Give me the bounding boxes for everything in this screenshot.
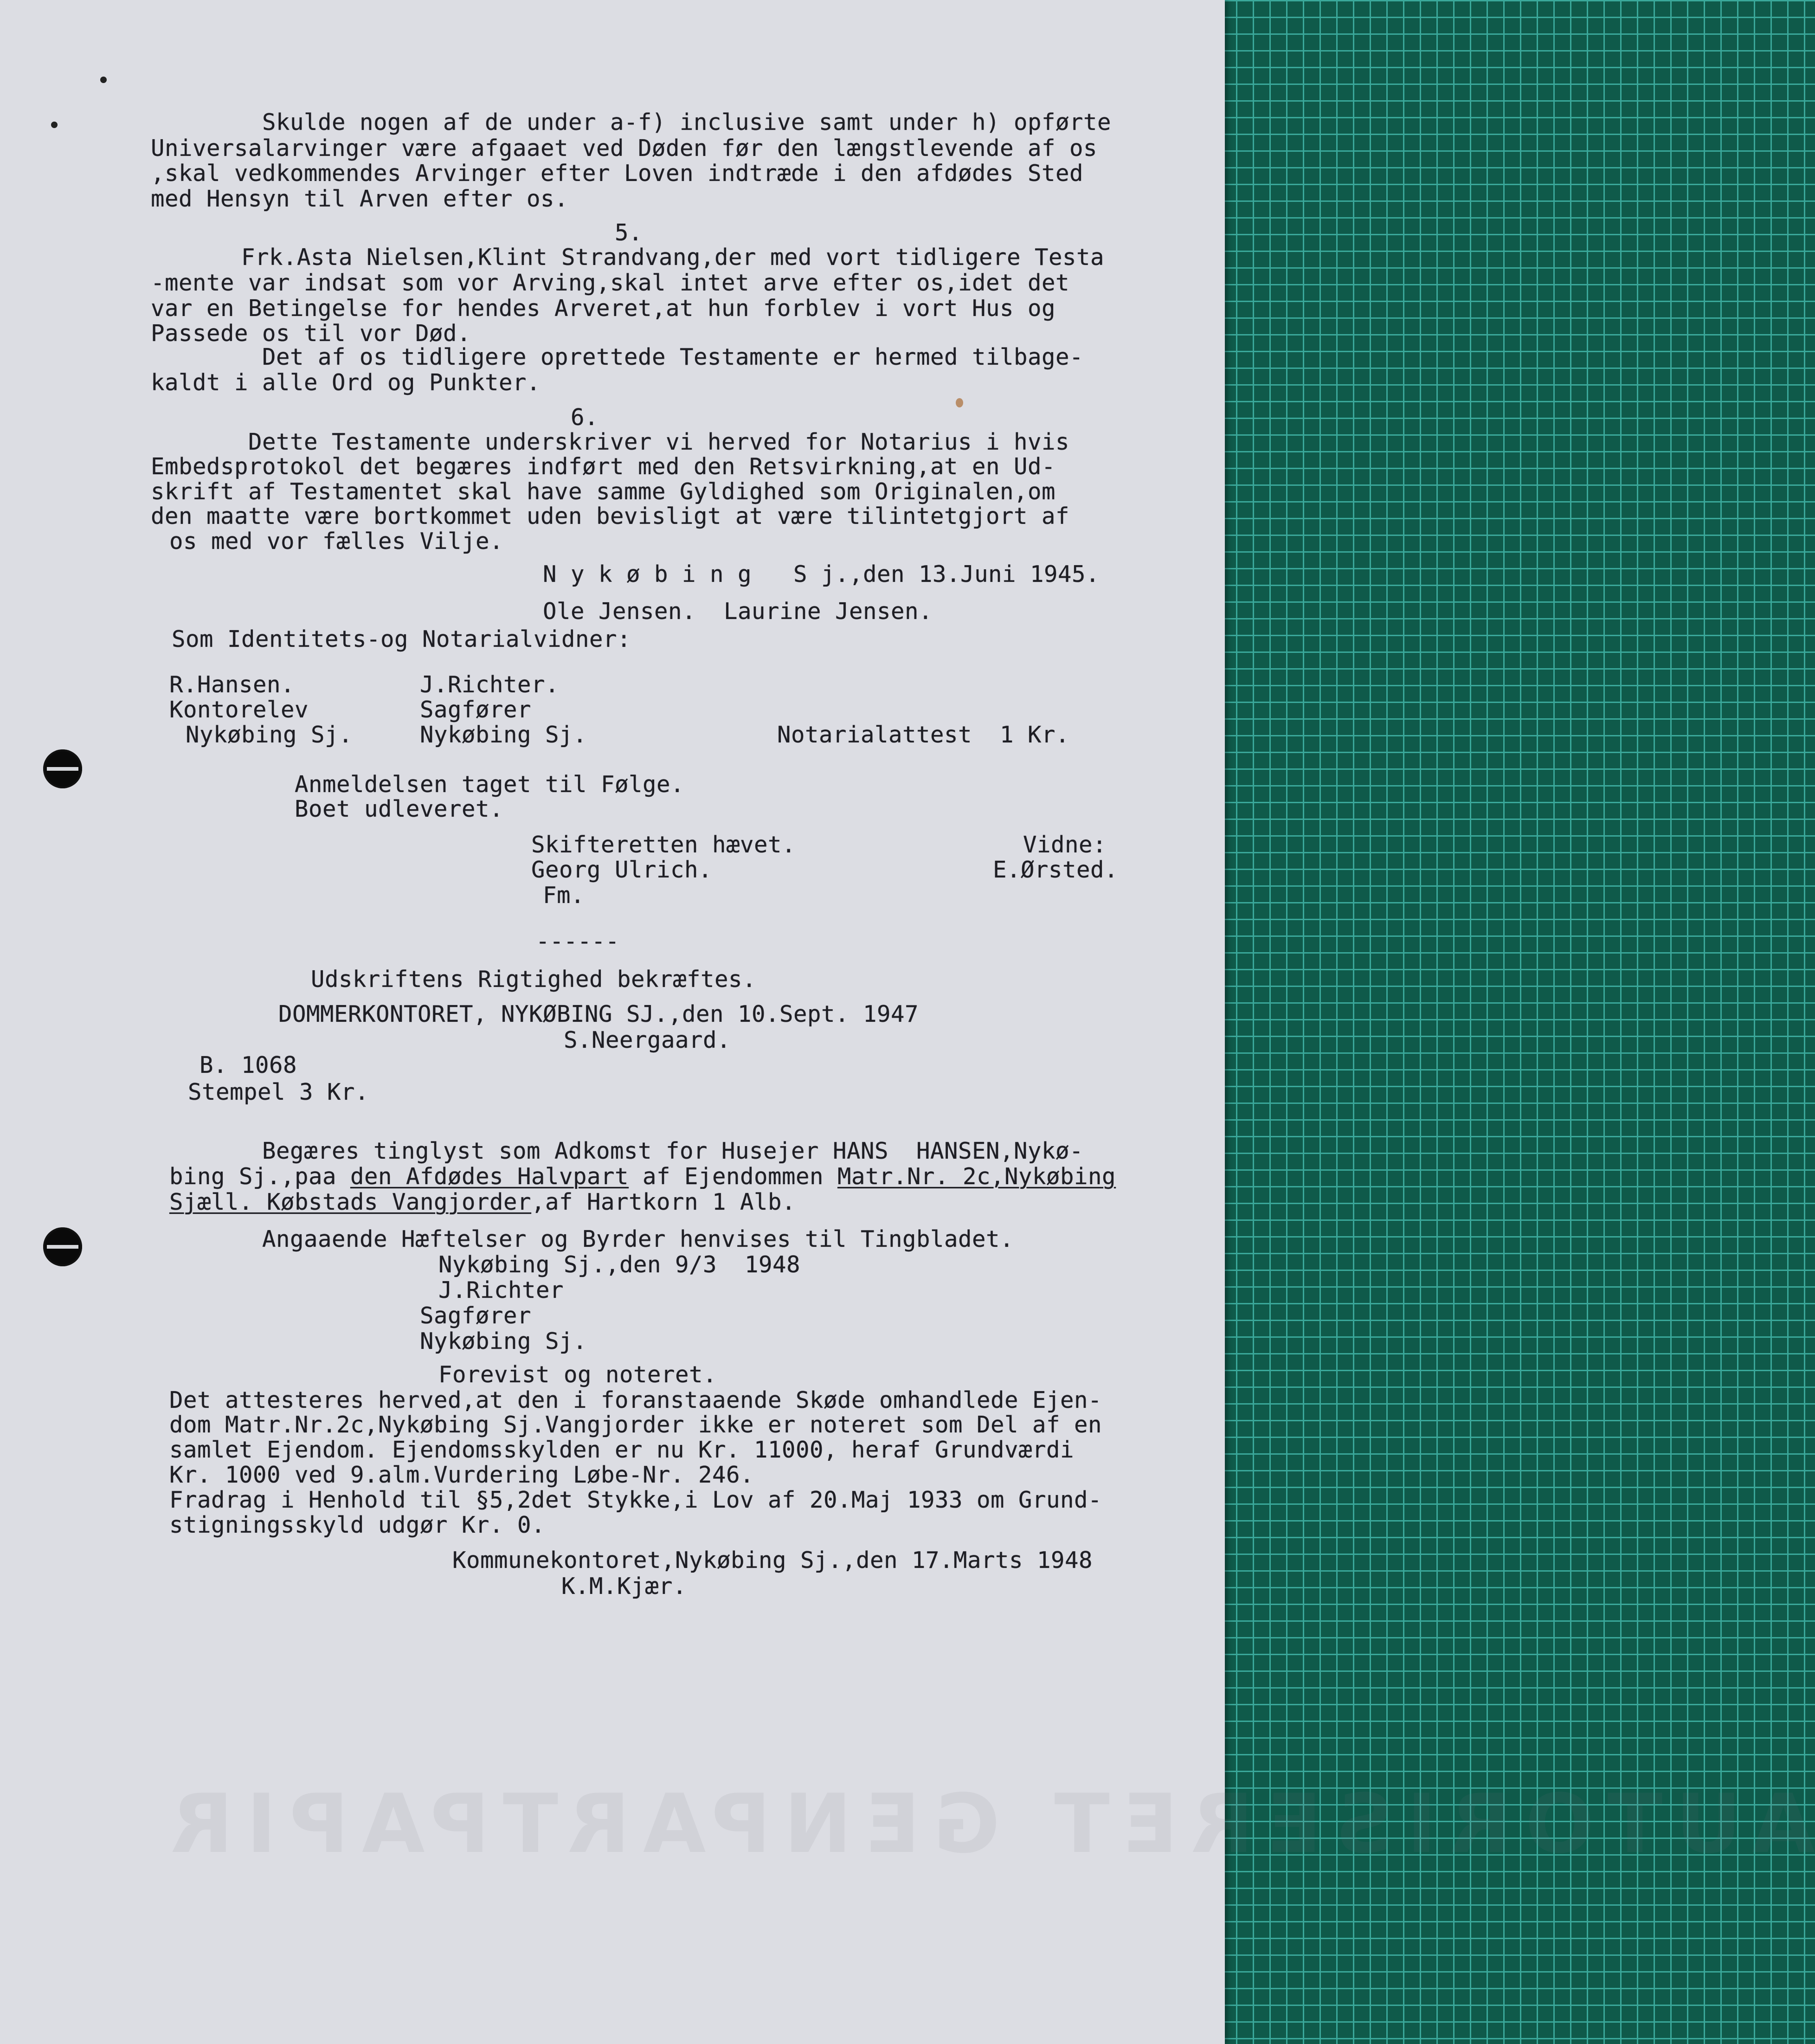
text-line: var en Betingelse for hendes Arveret,at hun forblev i vort Hus og: [151, 295, 1056, 322]
text-line: skrift af Testamentet skal have samme Gyldighed som Originalen,om: [151, 478, 1056, 505]
stamp-fee: Stempel 3 Kr.: [188, 1079, 369, 1105]
stain-mark: [956, 398, 963, 407]
witness-1-name: R.Hansen.: [169, 671, 295, 698]
witness-2-name: J.Richter.: [420, 671, 560, 698]
municipal-signer: K.M.Kjær.: [561, 1573, 687, 1599]
text-line: Passede os til vor Død.: [151, 320, 471, 347]
watermark-text: AUTORISERET GENPARTPAPIR: [158, 1777, 1815, 1871]
registration-line: Sjæll. Købstads Vangjorder,af Hartkorn 1 Alb.: [169, 1189, 796, 1215]
witness-2-title: Sagfører: [420, 696, 532, 723]
attestation-line: stigningsskyld udgør Kr. 0.: [169, 1512, 546, 1538]
registration-signer-title: Sagfører: [420, 1302, 532, 1329]
witness-2-place: Nykøbing Sj.: [420, 722, 587, 748]
probate-line: Boet udleveret.: [295, 796, 504, 822]
text-line: med Hensyn til Arven efter os.: [151, 186, 569, 212]
text-line: Universalarvinger være afgaaet ved Døden før den længstlevende af os: [151, 135, 1098, 161]
court-title: Fm.: [543, 882, 585, 909]
text-line: Embedsprotokol det begæres indført med den Retsvirkning,at en Ud-: [151, 453, 1056, 480]
court-office: DOMMERKONTORET, NYKØBING SJ.,den 10.Sept. 1947: [278, 1001, 919, 1027]
registration-signer: J.Richter: [438, 1277, 564, 1303]
registration-line: bing Sj.,paa den Afdødes Halvpart af Ejendommen Matr.Nr. 2c,Nykøbing: [169, 1163, 1116, 1190]
court-office-signer: S.Neergaard.: [564, 1027, 731, 1053]
noted: Forevist og noteret.: [438, 1361, 717, 1388]
punch-hole-bottom: [43, 1227, 82, 1266]
notarial-fee: Notarialattest 1 Kr.: [777, 722, 1070, 748]
testator-signatures: Ole Jensen. Laurine Jensen.: [543, 598, 933, 625]
underlined-text: Sjæll. Købstads Vangjorder: [169, 1189, 532, 1215]
witness-1-place: Nykøbing Sj.: [186, 722, 353, 748]
copy-certified: Udskriftens Rigtighed bekræftes.: [311, 966, 757, 993]
attestation-line: samlet Ejendom. Ejendomsskylden er nu Kr. 11000, heraf Grundværdi: [169, 1437, 1075, 1463]
section-number: 5.: [615, 219, 643, 246]
underlined-text: Matr.Nr. 2c,Nykøbing: [837, 1163, 1116, 1190]
attestation-line: Fradrag i Henhold til §5,2det Stykke,i Lov af 20.Maj 1933 om Grund-: [169, 1487, 1102, 1513]
attestation-line: Kr. 1000 ved 9.alm.Vurdering Løbe-Nr. 246.: [169, 1462, 754, 1488]
text-line: Frk.Asta Nielsen,Klint Strandvang,der med vort tidligere Testa: [241, 244, 1105, 271]
separator: ------: [536, 928, 620, 954]
encumbrances: Angaaende Hæftelser og Byrder henvises til Tingbladet.: [262, 1226, 1014, 1252]
punch-hole-top: [43, 749, 82, 788]
court-signer: Georg Ulrich.: [531, 857, 713, 883]
witness-1-title: Kontorelev: [169, 696, 309, 723]
court-witness-name: E.Ørsted.: [993, 857, 1119, 883]
reference-number: B. 1068: [200, 1052, 297, 1078]
attestation-line: dom Matr.Nr.2c,Nykøbing Sj.Vangjorder ikke er noteret som Del af en: [169, 1412, 1102, 1438]
text-line: os med vor fælles Vilje.: [169, 528, 504, 555]
text-line: kaldt i alle Ord og Punkter.: [151, 369, 541, 396]
municipal-office: Kommunekontoret,Nykøbing Sj.,den 17.Marts 1948: [452, 1547, 1093, 1573]
probate-line: Anmeldelsen taget til Følge.: [295, 771, 685, 798]
text-line: ,skal vedkommendes Arvinger efter Loven indtræde i den afdødes Sted: [151, 160, 1084, 187]
court-line: Skifteretten hævet.: [531, 832, 796, 858]
text-line: Det af os tidligere oprettede Testamente er hermed tilbage-: [262, 344, 1084, 370]
ink-dot: [51, 122, 58, 128]
text-line: -mente var indsat som vor Arving,skal intet arve efter os,idet det: [151, 270, 1070, 296]
registration-signer-place: Nykøbing Sj.: [420, 1328, 587, 1354]
place-date: N y k ø b i n g S j.,den 13.Juni 1945.: [543, 561, 1100, 587]
text-line: Dette Testamente underskriver vi herved for Notarius i hvis: [248, 429, 1070, 455]
underlined-text: den Afdødes Halvpart: [350, 1163, 629, 1190]
section-number: 6.: [571, 404, 599, 431]
witnesses-heading: Som Identitets-og Notarialvidner:: [172, 626, 631, 652]
ink-dot: [100, 77, 107, 83]
registration-line: Begæres tinglyst som Adkomst for Husejer HANS HANSEN,Nykø-: [262, 1138, 1084, 1164]
court-witness-label: Vidne:: [1023, 832, 1107, 858]
registration-sign-date: Nykøbing Sj.,den 9/3 1948: [438, 1251, 801, 1278]
text-line: Skulde nogen af de under a-f) inclusive samt under h) opførte: [262, 109, 1112, 135]
text-line: den maatte være bortkommet uden bevisligt at være tilintetgjort af: [151, 503, 1070, 529]
attestation-line: Det attesteres herved,at den i foranstaaende Skøde omhandlede Ejen-: [169, 1387, 1102, 1413]
